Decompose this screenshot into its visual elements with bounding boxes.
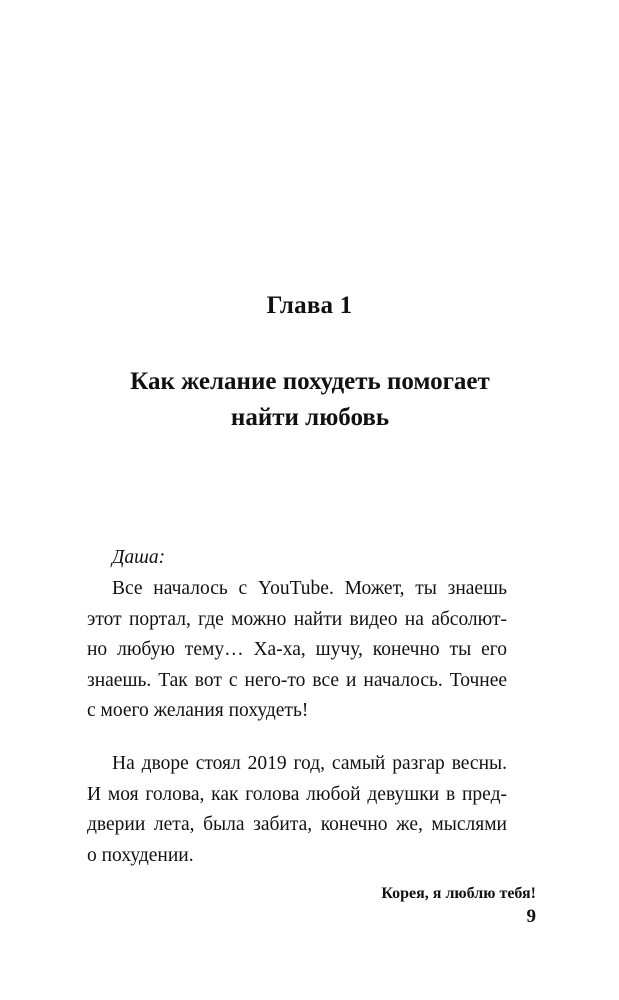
paragraph-1	[87, 574, 507, 727]
chapter-number: Глава 1	[266, 292, 353, 319]
text-line: И моя голова, как голова любой девушки в пред-	[87, 783, 507, 805]
chapter-title-line: найти любовь	[230, 404, 390, 431]
page-number: 9	[526, 906, 536, 927]
text-line: На дворе стоял 2019 год, самый разгар весны.	[112, 753, 507, 774]
text-line: с моего желания похудеть!	[87, 700, 309, 721]
text-line: о похудении.	[87, 844, 194, 866]
text-line: знаешь. Так вот с него-то все и началось. Точнее	[87, 669, 507, 691]
speaker-label: Даша:	[112, 547, 166, 568]
chapter-title	[60, 364, 560, 436]
paragraph-2	[87, 749, 507, 871]
text-line: этот портал, где можно найти видео на абсолют-	[87, 608, 507, 630]
running-footer-title: Корея, я люблю тебя!	[381, 885, 536, 902]
text-line: дверии лета, была забита, конечно же, мыслями	[87, 814, 507, 835]
text-line: Все началось с YouTube. Может, ты знаешь	[112, 578, 507, 599]
text-line: но любую тему… Ха-ха, шучу, конечно ты его	[87, 639, 507, 660]
chapter-title-line: Как желание похудеть помогает	[130, 368, 490, 395]
